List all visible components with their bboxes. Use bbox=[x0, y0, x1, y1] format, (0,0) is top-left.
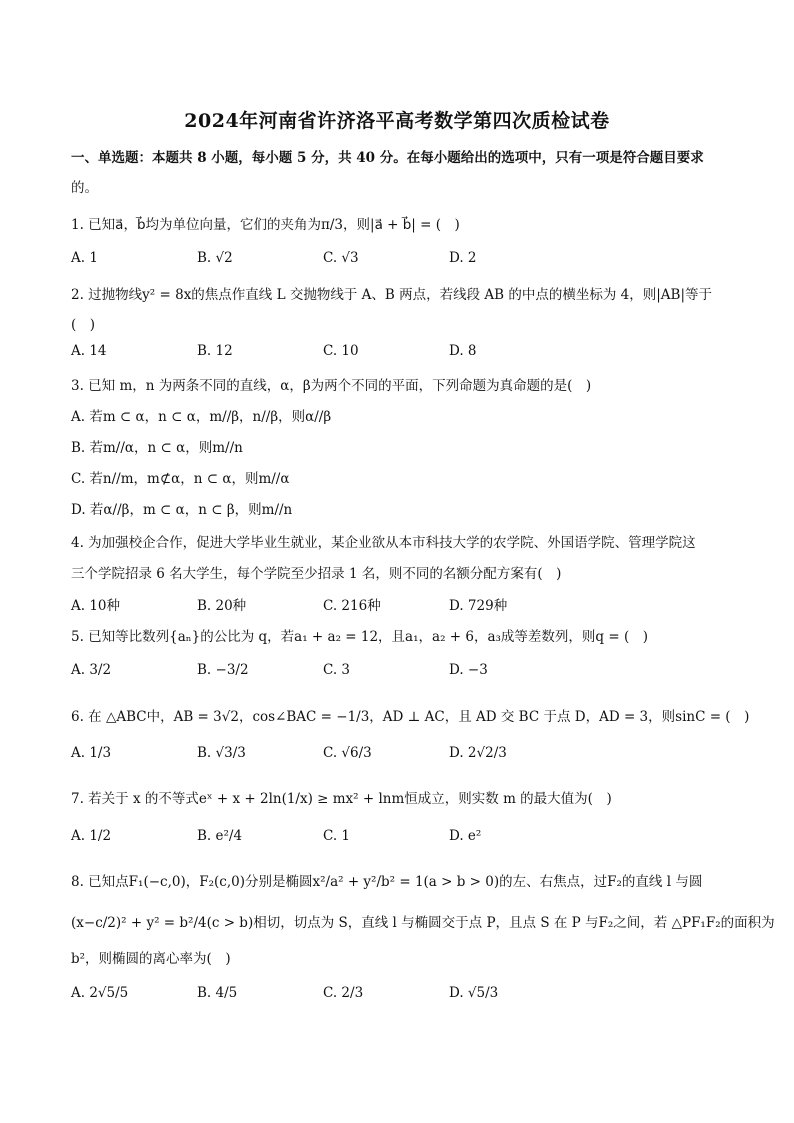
q7-option-d: D. e² bbox=[449, 828, 482, 844]
page-title: 2024年河南省许济洛平高考数学第四次质检试卷 bbox=[184, 110, 610, 132]
question-8-line1: 8. 已知点F₁(−c,0)，F₂(c,0)分别是椭圆x²/a² + y²/b² = 1(a > b > 0)的左、右焦点，过F₂的直线 l 与圆 bbox=[71, 874, 703, 890]
question-2-options bbox=[71, 343, 731, 359]
section-heading-line1: 一、单选题：本题共 8 小题，每小题 5 分，共 40 分。在每小题给出的选项中，只有一项是符合题目要求 bbox=[71, 150, 704, 166]
q5-option-c: C. 3 bbox=[323, 662, 351, 678]
q8-option-a: A. 2√5/5 bbox=[71, 985, 129, 1001]
q6-option-a: A. 1/3 bbox=[71, 745, 112, 761]
q2-option-b: B. 12 bbox=[197, 343, 233, 359]
q3-option-d: D. 若α//β，m ⊂ α，n ⊂ β，则m//n bbox=[71, 502, 293, 518]
q3-option-c: C. 若n//m，m⊄α，n ⊂ α，则m//α bbox=[71, 471, 290, 487]
question-1: 1. 已知a⃗，b⃗均为单位向量，它们的夹角为π/3，则|a⃗ + b⃗| = ( ) bbox=[71, 217, 460, 233]
q5-option-a: A. 3/2 bbox=[71, 662, 112, 678]
section-heading-line2: 的。 bbox=[71, 180, 98, 196]
q1-option-b: B. √2 bbox=[197, 250, 233, 266]
q6-option-c: C. √6/3 bbox=[323, 745, 372, 761]
q5-option-b: B. −3/2 bbox=[197, 662, 249, 678]
q3-option-b: B. 若m//α，n ⊂ α，则m//n bbox=[71, 440, 243, 456]
q6-option-d: D. 2√2/3 bbox=[449, 745, 507, 761]
q1-option-c: C. √3 bbox=[323, 250, 359, 266]
question-2-line2: ( ) bbox=[71, 317, 96, 333]
q7-option-c: C. 1 bbox=[323, 828, 351, 844]
q8-option-c: C. 2/3 bbox=[323, 985, 364, 1001]
question-6-options bbox=[71, 745, 731, 761]
q6-option-b: B. √3/3 bbox=[197, 745, 246, 761]
q2-option-a: A. 14 bbox=[71, 343, 107, 359]
question-4-options bbox=[71, 594, 731, 614]
q4-option-d: D. 729种 bbox=[449, 598, 508, 614]
question-6: 6. 在 △ABC中，AB = 3√2，cos∠BAC = −1/3，AD ⊥ AC，且 AD 交 BC 于点 D，AD = 3，则sinC = ( ) bbox=[71, 709, 750, 725]
question-4-line1: 4. 为加强校企合作，促进大学毕业生就业，某企业欲从本市科技大学的农学院、外国语学院、管理学院这 bbox=[71, 535, 696, 551]
question-7-options bbox=[71, 828, 731, 844]
q4-option-a: A. 10种 bbox=[71, 598, 121, 614]
question-8-options bbox=[71, 985, 731, 1001]
q1-option-d: D. 2 bbox=[449, 250, 477, 266]
question-2-line1: 2. 过抛物线y² = 8x的焦点作直线 L 交抛物线于 A、B 两点，若线段 AB 的中点的横坐标为 4，则|AB|等于 bbox=[71, 287, 713, 303]
q2-option-d: D. 8 bbox=[449, 343, 477, 359]
q7-option-a: A. 1/2 bbox=[71, 828, 112, 844]
question-5-options bbox=[71, 662, 731, 678]
q8-option-d: D. √5/3 bbox=[449, 985, 499, 1001]
q5-option-d: D. −3 bbox=[449, 662, 488, 678]
q1-option-a: A. 1 bbox=[71, 250, 98, 266]
q8-option-b: B. 4/5 bbox=[197, 985, 238, 1001]
q4-option-c: C. 216种 bbox=[323, 598, 381, 614]
question-7: 7. 若关于 x 的不等式eˣ + x + 2ln(1/x) ≥ mx² + lnm恒成立，则实数 m 的最大值为( ) bbox=[71, 791, 612, 807]
question-4-line2: 三个学院招录 6 名大学生，每个学院至少招录 1 名，则不同的名额分配方案有( ) bbox=[71, 566, 562, 582]
q7-option-b: B. e²/4 bbox=[197, 828, 243, 844]
question-1-options bbox=[71, 250, 731, 266]
question-3: 3. 已知 m，n 为两条不同的直线，α，β为两个不同的平面，下列命题为真命题的是( ) bbox=[71, 378, 592, 394]
question-8-line2: (x−c/2)² + y² = b²/4(c > b)相切，切点为 S，直线 l 与椭圆交于点 P，且点 S 在 P 与F₂之间，若 △PF₁F₂的面积为 bbox=[71, 915, 775, 931]
q3-option-a: A. 若m ⊂ α，n ⊂ α，m//β，n//β，则α//β bbox=[71, 409, 332, 425]
q2-option-c: C. 10 bbox=[323, 343, 359, 359]
question-5: 5. 已知等比数列{aₙ}的公比为 q，若a₁ + a₂ = 12，且a₁，a₂ + 6，a₃成等差数列，则q = ( ) bbox=[71, 629, 648, 645]
q4-option-b: B. 20种 bbox=[197, 598, 247, 614]
question-8-line3: b²，则椭圆的离心率为( ) bbox=[71, 951, 231, 967]
